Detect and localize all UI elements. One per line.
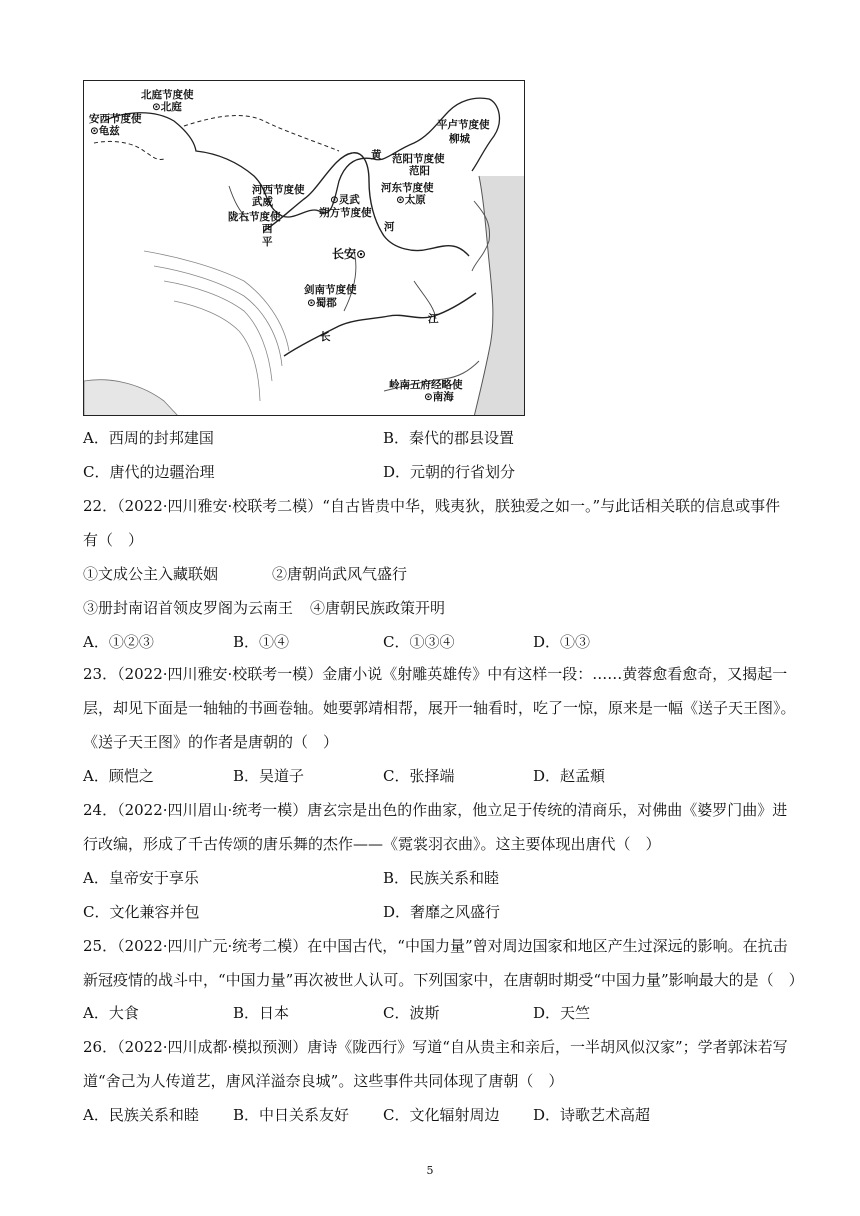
label-beiting: ⊙北庭 (152, 101, 182, 113)
tang-jiedushi-map (83, 80, 525, 416)
q26-option-c: C．文化辐射周边 (383, 1106, 500, 1124)
q21-option-b: B．秦代的郡县设置 (383, 429, 515, 447)
q22-item-1: ①文成公主入藏联姻 (83, 565, 219, 583)
page-number: 5 (426, 1164, 434, 1177)
q25-option-b: B．日本 (233, 1004, 290, 1022)
q22-option-a: A．①②③ (83, 633, 154, 651)
label-beiting-jiedushi: 北庭节度使 (141, 89, 194, 101)
q24-stem-line-1: 24．（2022·四川眉山·统考一模）唐玄宗是出色的作曲家，他立足于传统的清商乐，对佛曲《婆罗门曲》进 (83, 801, 788, 819)
q22-option-d: D．①③ (533, 633, 591, 651)
label-huang: 黄 (371, 149, 382, 161)
q24-option-a: A．皇帝安于享乐 (83, 869, 199, 887)
q26-option-a: A．民族关系和睦 (83, 1106, 199, 1124)
q21-option-c: C．唐代的边疆治理 (83, 463, 215, 481)
q22-option-b: B．①④ (233, 633, 290, 651)
label-anxi-jiedushi: 安西节度使 (89, 113, 142, 125)
label-xi: 西 (262, 223, 273, 235)
q21-option-a: A．西周的封邦建国 (83, 429, 214, 447)
label-wuwei: 武威 (252, 196, 273, 208)
q22-item-2: ②唐朝尚武风气盛行 (272, 565, 408, 583)
q25-option-d: D．天竺 (533, 1004, 591, 1022)
q21-option-d: D．元朝的行省划分 (383, 463, 516, 481)
q22-item-4: ④唐朝民族政策开明 (310, 599, 446, 617)
label-ping: 平 (262, 236, 273, 248)
label-nanhai: ⊙南海 (424, 391, 454, 403)
q26-stem-line-2: 道“舍己为人传道艺，唐风洋溢奈良城”。这些事件共同体现了唐朝（ ） (83, 1072, 564, 1090)
q25-option-a: A．大食 (83, 1004, 139, 1022)
q24-option-d: D．奢靡之风盛行 (383, 903, 501, 921)
q25-option-c: C．波斯 (383, 1004, 440, 1022)
label-shuofang-jiedushi: 朔方节度使 (319, 207, 372, 219)
label-hedong-jiedushi: 河东节度使 (381, 182, 434, 194)
map-drawing (84, 81, 525, 416)
label-qiuci: ⊙龟兹 (90, 125, 120, 137)
q23-option-a: A．顾恺之 (83, 767, 154, 785)
q22-option-c: C．①③④ (383, 633, 455, 651)
q23-option-b: B．吴道子 (233, 767, 305, 785)
label-lingnan: 岭南五府经略使 (389, 379, 463, 391)
q22-item-3: ③册封南诏首领皮罗阁为云南王 (83, 599, 294, 617)
q23-option-c: C．张择端 (383, 767, 455, 785)
q23-option-d: D．赵孟頫 (533, 767, 606, 785)
label-he: 河 (384, 221, 395, 233)
q26-option-d: D．诗歌艺术高超 (533, 1106, 651, 1124)
label-lingwu: ⊙灵武 (330, 194, 360, 206)
label-liucheng: 柳城 (449, 133, 470, 145)
q22-stem-line-2: 有（ ） (83, 531, 144, 549)
label-chang: 长 (320, 331, 331, 343)
label-changan: 长安⊙ (332, 247, 367, 261)
label-jiang: 江 (428, 313, 439, 325)
label-taiyuan: ⊙太原 (396, 194, 426, 206)
q23-stem-line-3: 《送子天王图》的作者是唐朝的（ ） (83, 733, 339, 751)
label-fanyang: 范阳 (409, 165, 430, 177)
q26-option-b: B．中日关系友好 (233, 1106, 350, 1124)
label-fanyang-jiedushi: 范阳节度使 (392, 153, 445, 165)
q23-stem-line-2: 层，却见下面是一轴轴的书画卷轴。她要郭靖相帮，展开一轴看时，吃了一惊，原来是一幅《送子天王图》。 (83, 699, 796, 717)
label-hexi-jiedushi: 河西节度使 (252, 184, 305, 196)
label-pinglu-jiedushi: 平卢节度使 (437, 119, 490, 131)
q24-option-b: B．民族关系和睦 (383, 869, 500, 887)
label-shujun: ⊙蜀郡 (307, 297, 337, 309)
label-jiannan-jiedushi: 剑南节度使 (304, 284, 357, 296)
label-longyou-jiedushi: 陇右节度使 (228, 211, 281, 223)
q25-stem-line-1: 25．（2022·四川广元·统考二模）在中国古代，“中国力量”曾对周边国家和地区产生过深远的影响。在抗击 (83, 937, 788, 955)
q24-stem-line-2: 行改编，形成了千古传颂的唐乐舞的杰作——《霓裳羽衣曲》。这主要体现出唐代（ ） (83, 835, 661, 853)
q26-stem-line-1: 26．（2022·四川成都·模拟预测）唐诗《陇西行》写道“自从贵主和亲后，一半胡风似汉家”；学者郭沫若写 (83, 1038, 788, 1056)
q22-stem-line-1: 22．（2022·四川雅安·校联考二模）“自古皆贵中华，贱夷狄，朕独爱之如一。”与此话相关联的信息或事件 (83, 497, 781, 515)
q25-stem-line-2: 新冠疫情的战斗中，“中国力量”再次被世人认可。下列国家中，在唐朝时期受“中国力量”影响最大的是（ ） (83, 971, 804, 989)
q23-stem-line-1: 23．（2022·四川雅安·校联考一模）金庸小说《射雕英雄传》中有这样一段：……黄蓉愈看愈奇，又揭起一 (83, 665, 788, 683)
q24-option-c: C．文化兼容并包 (83, 903, 200, 921)
